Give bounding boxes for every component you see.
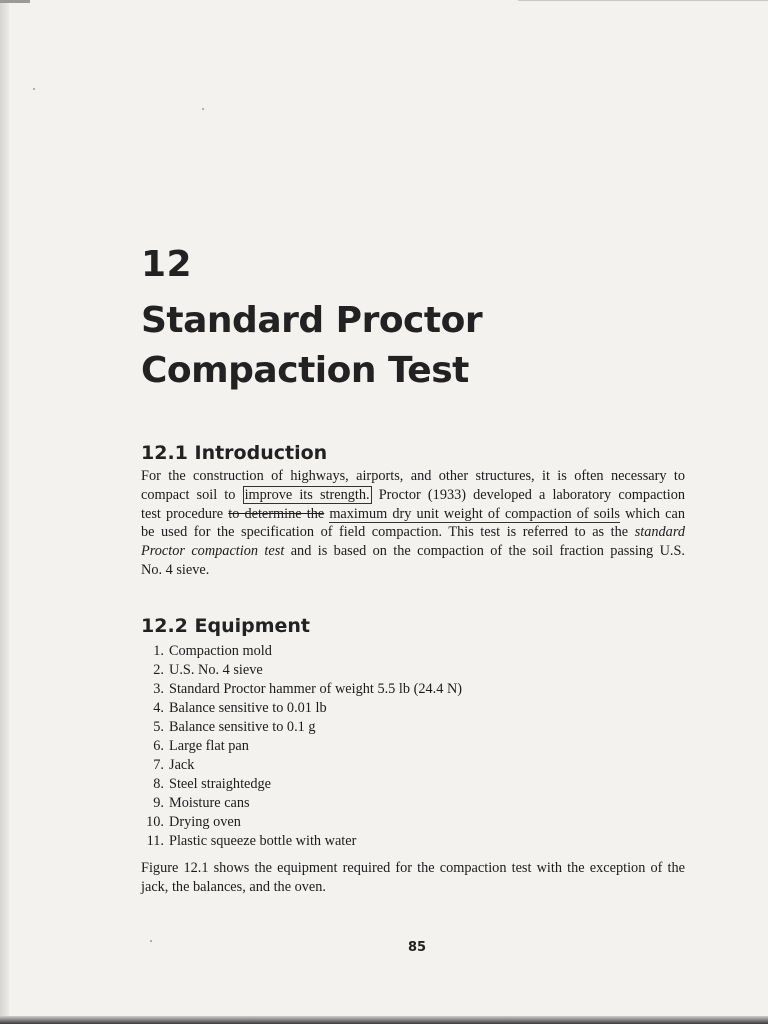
- intro-line-3: [141, 505, 685, 524]
- chapter-title: [141, 296, 482, 396]
- list-item-text: Standard Proctor hammer of weight 5.5 lb (24.4 N): [169, 681, 463, 697]
- list-item: [141, 699, 641, 718]
- scan-bottom-edge: [0, 1016, 768, 1024]
- underline-annotation: maximum dry unit weight of compaction of soils: [329, 505, 620, 522]
- list-item-text: Drying oven: [169, 814, 241, 830]
- list-item-number: 3.: [153, 681, 164, 697]
- scan-speck: [202, 108, 204, 110]
- intro-text: which can: [625, 505, 685, 522]
- list-item-number: 5.: [153, 719, 164, 735]
- list-item-text: Jack: [169, 757, 195, 773]
- chapter-title-line-2: Compaction Test: [141, 350, 469, 391]
- struck-annotation: to determine the: [228, 505, 325, 522]
- list-item: [141, 680, 641, 699]
- list-item-text: Large flat pan: [169, 738, 249, 754]
- scan-speck: [150, 940, 152, 942]
- list-item-text: Balance sensitive to 0.01 lb: [169, 700, 327, 716]
- list-item-number: 6.: [153, 738, 164, 754]
- list-item: [141, 718, 641, 737]
- list-item: [141, 737, 641, 756]
- list-item: [141, 832, 641, 851]
- list-item-number: 11.: [146, 833, 164, 849]
- intro-italic-text: standard: [634, 524, 685, 541]
- intro-line-4: [141, 523, 685, 542]
- list-item-number: 7.: [153, 757, 164, 773]
- list-item-text: U.S. No. 4 sieve: [169, 662, 263, 678]
- scan-speck: [33, 88, 35, 90]
- list-item: [141, 794, 641, 813]
- list-item-text: Moisture cans: [169, 795, 250, 811]
- list-item-number: 2.: [153, 662, 164, 678]
- intro-text: No. 4 sieve.: [141, 561, 210, 578]
- intro-text: be used for the specification of field compaction. This test is referred to as the: [141, 524, 629, 541]
- figure-line-1: Figure 12.1 shows the equipment required for the compaction test with the exception of the: [141, 860, 685, 876]
- list-item-number: 4.: [153, 700, 164, 716]
- intro-line-5: [141, 542, 685, 561]
- scan-top-mark: [0, 0, 30, 3]
- intro-text: For the construction of highways, airports, and other structures, it is often necessary to: [141, 468, 685, 484]
- chapter-title-line-1: Standard Proctor: [141, 300, 483, 341]
- list-item: [141, 813, 641, 832]
- list-item: [141, 756, 641, 775]
- introduction-paragraph: [141, 467, 685, 580]
- intro-line-6: [141, 561, 685, 580]
- figure-line-2: jack, the balances, and the oven.: [141, 879, 326, 895]
- section-heading-equipment: 12.2 Equipment: [141, 615, 311, 637]
- figure-reference-paragraph: [141, 859, 685, 897]
- intro-line-2: [141, 486, 685, 505]
- list-item-number: 8.: [153, 776, 164, 792]
- scan-top-right-line: [518, 0, 768, 1]
- intro-text: compact soil to: [141, 486, 236, 503]
- list-item-text: Compaction mold: [169, 643, 272, 659]
- section-heading-introduction: 12.1 Introduction: [141, 442, 328, 464]
- list-item-number: 9.: [153, 795, 164, 811]
- chapter-number: 12: [141, 244, 193, 285]
- list-item: [141, 642, 641, 661]
- equipment-list: [141, 642, 641, 851]
- intro-text: Proctor (1933) developed a laboratory compaction: [378, 486, 686, 503]
- intro-text: test procedure: [141, 505, 224, 522]
- intro-line-1: [141, 467, 685, 486]
- boxed-annotation: improve its strength.: [244, 486, 370, 503]
- list-item-text: Balance sensitive to 0.1 g: [169, 719, 316, 735]
- intro-italic-text: Proctor compaction test: [141, 543, 285, 560]
- list-item-text: Steel straightedge: [169, 776, 272, 792]
- page-number: 85: [407, 940, 427, 955]
- list-item-number: 10.: [146, 814, 164, 830]
- list-item-text: Plastic squeeze bottle with water: [169, 833, 357, 849]
- scan-left-edge: [0, 0, 9, 1024]
- list-item-number: 1.: [153, 643, 164, 659]
- list-item: [141, 661, 641, 680]
- list-item: [141, 775, 641, 794]
- intro-text: and is based on the compaction of the soil fraction passing U.S.: [290, 543, 686, 560]
